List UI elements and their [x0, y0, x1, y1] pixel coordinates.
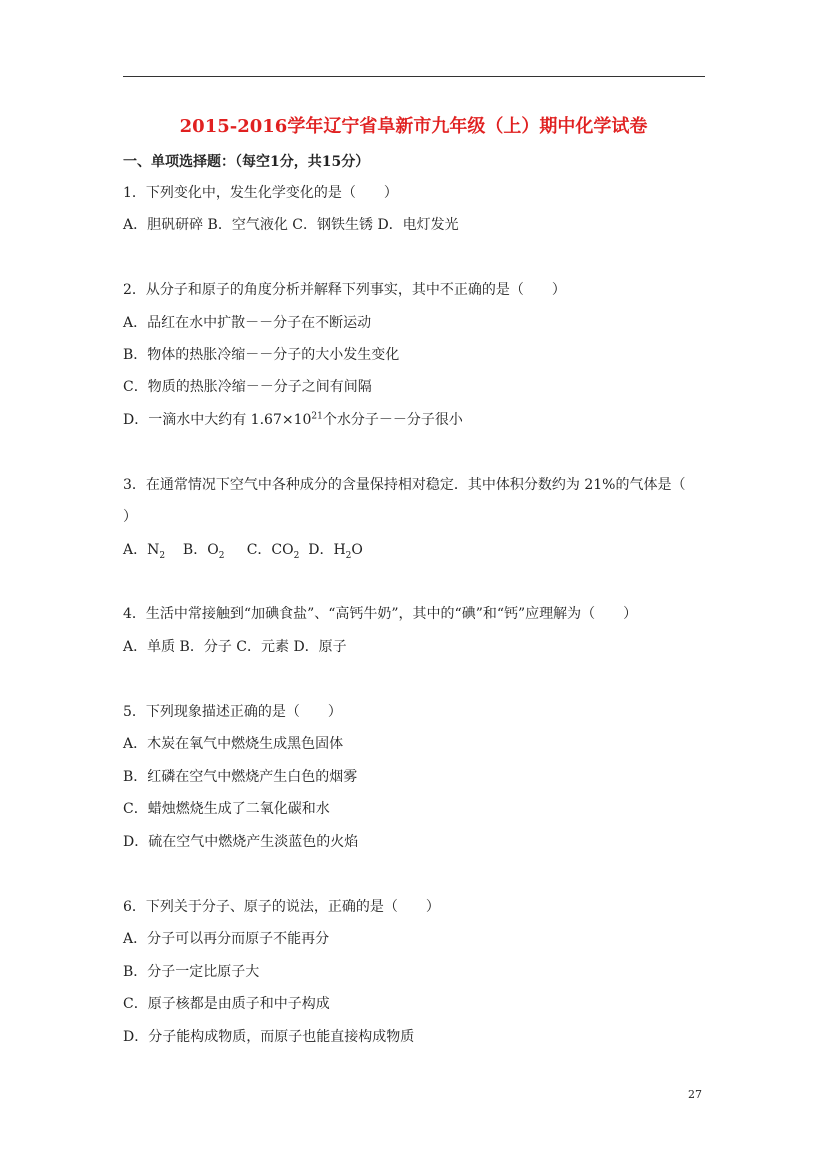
question-1-stem: 1．下列变化中，发生化学变化的是（ ） — [123, 185, 398, 201]
question-1-options: A．胆矾研碎 B．空气液化 C．钢铁生锈 D．电灯发光 — [123, 217, 459, 233]
question-4-stem: 4．生活中常接触到“加碘食盐”、“高钙牛奶”，其中的“碘”和“钙”应理解为（ ） — [123, 606, 638, 622]
page-title: 2015-2016学年辽宁省阜新市九年级（上）期中化学试卷 — [179, 116, 648, 137]
question-2-option-d: D．一滴水中大约有 $1.67\times 10^{21}$个水分子－－分子很小 — [123, 411, 463, 428]
question-3-stem: 3．在通常情况下空气中各种成分的含量保持相对稳定．其中体积分数约为 21%的气体是（ — [123, 477, 686, 493]
question-2-option-b: B．物体的热胀冷缩－－分子的大小发生变化 — [123, 347, 400, 363]
header-rule — [123, 76, 705, 77]
question-3-stem-continued: ） — [123, 509, 137, 525]
question-5-option-d: D．硫在空气中燃烧产生淡蓝色的火焰 — [123, 834, 359, 850]
question-2-stem: 2．从分子和原子的角度分析并解释下列事实，其中不正确的是（ ） — [123, 282, 566, 298]
section-heading: 一、单项选择题：（每空1分，共15分） — [123, 154, 370, 170]
question-6-option-b: B．分子一定比原子大 — [123, 964, 260, 980]
question-2-option-a: A．品红在水中扩散－－分子在不断运动 — [123, 315, 372, 331]
page-number: 27 — [688, 1088, 702, 1101]
question-6-option-a: A．分子可以再分而原子不能再分 — [123, 931, 330, 947]
question-2-option-c: C．物质的热胀冷缩－－分子之间有间隔 — [123, 379, 372, 395]
question-5-option-b: B．红磷在空气中燃烧产生白色的烟雾 — [123, 769, 358, 785]
question-3-options: A．$N_2$ B．$O_2$ C．$CO_2$ D．$H_2O$ — [123, 542, 363, 561]
question-5-stem: 5．下列现象描述正确的是（ ） — [123, 704, 342, 720]
question-6-option-d: D．分子能构成物质，而原子也能直接构成物质 — [123, 1029, 415, 1045]
question-5-option-c: C．蜡烛燃烧生成了二氧化碳和水 — [123, 801, 330, 817]
question-6-stem: 6．下列关于分子、原子的说法，正确的是（ ） — [123, 899, 440, 915]
question-4-options: A．单质 B．分子 C．元素 D．原子 — [123, 639, 347, 655]
question-6-option-c: C．原子核都是由质子和中子构成 — [123, 996, 330, 1012]
question-5-option-a: A．木炭在氧气中燃烧生成黑色固体 — [123, 736, 344, 752]
